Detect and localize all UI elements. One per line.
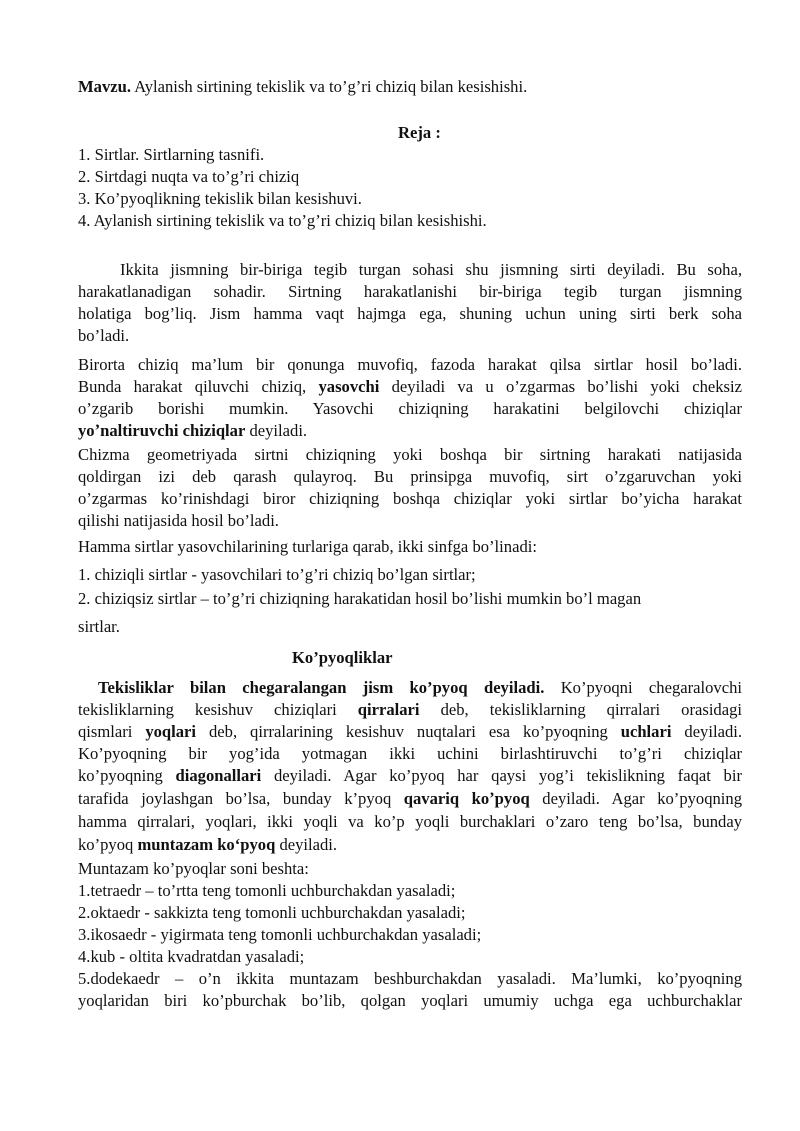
- term-yoqlari: yoqlari: [145, 722, 197, 741]
- plan-item: 2. Sirtdagi nuqta va to’g’ri chiziq: [78, 167, 300, 186]
- paragraph-line: ko’pyoq muntazam koʻpyoq deyiladi.: [78, 835, 338, 854]
- paragraph-line: yoʼnaltiruvchi chiziqlar deyiladi.: [78, 421, 308, 440]
- paragraph-line: harakatlanadigan sohadir. Sirtning harakatlanishi bir-biriga tegib turgan jismning: [78, 282, 742, 301]
- topic-text: Aylanish sirtining tekislik va to’g’ri chiziq bilan kesishishi.: [131, 77, 528, 96]
- term-yasovchi: yasovchi: [318, 377, 380, 396]
- plan-item: 1. Sirtlar. Sirtlarning tasnifi.: [78, 145, 265, 164]
- plan-title: Reja :: [398, 123, 441, 142]
- plan-item: 3. Ko’pyoqlikning tekislik bilan kesishuvi.: [78, 189, 362, 208]
- paragraph-line: tarafida joylashgan bo’lsa, bunday k’pyoq qavariq koʼpyoq deyiladi. Agar ko’pyoqning: [78, 789, 743, 808]
- term-qavariq: qavariq koʼpyoq: [403, 789, 530, 808]
- paragraph-line: Hamma sirtlar yasovchilarining turlariga qarab, ikki sinfga bo’linadi:: [78, 537, 537, 556]
- term-uchlari: uchlari: [620, 722, 672, 741]
- paragraph-line: o’zgarmas ko’rinishdagi biror chiziqning boshqa chiziqlar yoki sirtlar bo’yicha harakat: [78, 489, 742, 508]
- paragraph-line: ko’pyoqning diagonallari deyiladi. Agar ko’pyoq har qaysi yog’i tekislikning faqat bir: [78, 766, 742, 785]
- term-yonaltiruvchi: yoʼnaltiruvchi chiziqlar: [78, 421, 246, 440]
- paragraph-line: Ikkita jismning bir-biriga tegib turgan sohasi shu jismning sirti deyiladi. Bu soha,: [120, 260, 742, 279]
- paragraph-line: Birorta chiziq ma’lum bir qonunga muvofiq, fazoda harakat qilsa sirtlar hosil bo’ladi.: [78, 355, 742, 374]
- paragraph-line: holatiga bog’liq. Jism hamma vaqt hajmga ega, shuning uchun uning sirti berk soha: [78, 304, 742, 323]
- list-item: 1.tetraedr – to’rtta teng tomonli uchburchakdan yasaladi;: [78, 881, 456, 900]
- list-item: 2.oktaedr - sakkizta teng tomonli uchburchakdan yasaladi;: [78, 903, 466, 922]
- list-item-continued: yoqlaridan biri ko’pburchak bo’lib, qolgan yoqlari umumiy uchga ega uchburchaklar: [78, 991, 742, 1010]
- paragraph-line: tekisliklarning kesishuv chiziqlari qirralari deb, tekisliklarning qirralari orasidagi: [78, 700, 742, 719]
- definition-bold: Tekisliklar bilan chegaralangan jism ko’pyoq deyiladi.: [98, 678, 545, 697]
- paragraph-line: Chizma geometriyada sirtni chiziqning yoki boshqa bir sirtning harakati natijasida: [78, 445, 742, 464]
- class-item: 1. chiziqli sirtlar - yasovchilari to’g’ri chiziq bo’lgan sirtlar;: [78, 565, 476, 584]
- paragraph-line: bo’ladi.: [78, 326, 130, 345]
- term-qirralari: qirralari: [357, 700, 420, 719]
- paragraph-line: Bunda harakat qiluvchi chiziq, yasovchi deyiladi va u o’zgarmas bo’lishi yoki cheksiz: [78, 377, 742, 396]
- section-title: Ko’pyoqliklar: [292, 648, 393, 667]
- paragraph-line: Tekisliklar bilan chegaralangan jism ko’pyoq deyiladi. Ko’pyoqni chegaralovchi: [98, 678, 742, 697]
- paragraph-line: qismlari yoqlari deb, qirralarining kesishuv nuqtalari esa ko’pyoqning uchlari deyiladi.: [78, 722, 742, 741]
- topic-label: Mavzu.: [78, 77, 131, 96]
- plan-item: 4. Aylanish sirtining tekislik va to’g’ri chiziq bilan kesishishi.: [78, 211, 487, 230]
- term-muntazam: muntazam koʻpyoq: [137, 835, 276, 854]
- class-item: 2. chiziqsiz sirtlar – to’g’ri chiziqning harakatidan hosil bo’lishi mumkin bo’l magan: [78, 589, 642, 608]
- list-intro: Muntazam ko’pyoqlar soni beshta:: [78, 859, 309, 878]
- paragraph-line: o’zgarib borishi mumkin. Yasovchi chiziqning harakatini belgilovchi chiziqlar: [78, 399, 742, 418]
- paragraph-line: hamma qirralari, yoqlari, ikki yoqli va ko’p yoqli burchaklari o’zaro teng bo’lsa, bunday: [78, 812, 742, 831]
- topic-line: [78, 76, 527, 98]
- list-item: 5.dodekaedr – o’n ikkita muntazam beshburchakdan yasaladi. Ma’lumki, ko’pyoqning: [78, 969, 742, 988]
- paragraph-line: Ko’pyoqning bir yog’ida yotmagan ikki uchini birlashtiruvchi to’g’ri chiziqlar: [78, 744, 742, 763]
- list-item: 3.ikosaedr - yigirmata teng tomonli uchburchakdan yasaladi;: [78, 925, 482, 944]
- paragraph-line: qilishi natijasida hosil bo’ladi.: [78, 511, 279, 530]
- class-item-continued: sirtlar.: [78, 617, 120, 636]
- paragraph-line: qoldirgan izi deb qarash qulayroq. Bu prinsipga muvofiq, sirt o’zgaruvchan yoki: [78, 467, 742, 486]
- list-item: 4.kub - oltita kvadratdan yasaladi;: [78, 947, 305, 966]
- term-diagonallari: diagonallari: [175, 766, 262, 785]
